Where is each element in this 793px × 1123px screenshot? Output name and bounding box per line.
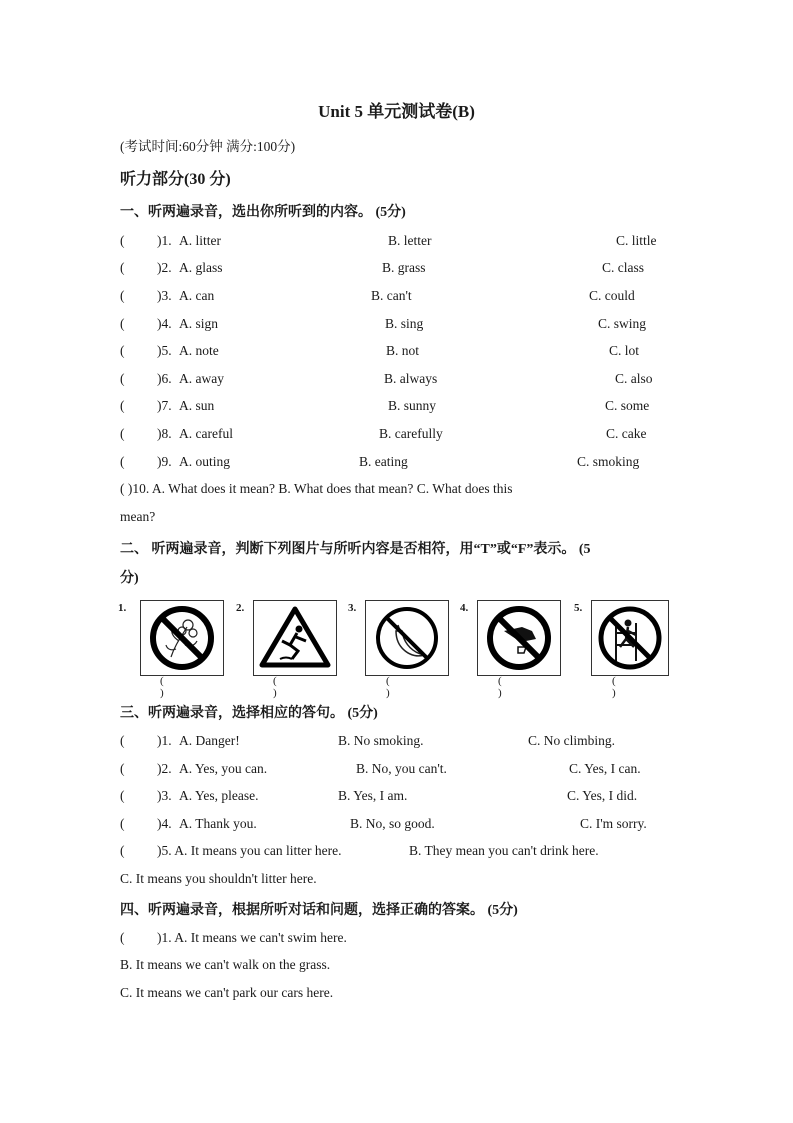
answer-paren-open: ( — [120, 816, 125, 831]
caution-wet-floor-icon — [253, 600, 337, 676]
sign-label: 3. — [348, 602, 357, 614]
no-climbing-icon — [591, 600, 669, 676]
answer-paren-open: ( — [120, 288, 125, 303]
answer-paren-open: ( — [120, 454, 125, 469]
option-c: C. Yes, I can. — [569, 761, 641, 776]
section1-item — [0, 426, 793, 446]
section1-item — [0, 398, 793, 418]
answer-paren: ( ) — [273, 675, 277, 699]
sign-label: 2. — [236, 602, 245, 614]
question-number: )3. — [157, 288, 172, 303]
question-number: )5. — [157, 343, 172, 358]
section3-item — [0, 761, 793, 781]
option-a: A. Danger! — [179, 733, 240, 748]
option-a: A. outing — [179, 454, 231, 469]
option-a: A. Yes, please. — [179, 788, 259, 803]
question-number: )1. — [157, 233, 172, 248]
option-a: A. sun — [179, 398, 215, 413]
answer-paren-open: ( — [120, 233, 125, 248]
answer-paren: ( ) — [612, 675, 616, 699]
section3-item5-b: B. They mean you can't drink here. — [409, 843, 599, 858]
section1-item — [0, 233, 793, 253]
section3-item5 — [0, 843, 793, 863]
option-c: C. cake — [606, 426, 647, 441]
option-a: A. careful — [179, 426, 233, 441]
section1-item — [0, 316, 793, 336]
section1-item — [0, 288, 793, 308]
question-number: )4. — [157, 816, 172, 831]
section2-heading-line2: 分) — [120, 571, 139, 586]
section4-item1 — [0, 930, 793, 950]
option-b: B. No, you can't. — [356, 761, 447, 776]
option-b: B. not — [386, 343, 420, 358]
section4-item1-c: C. It means we can't park our cars here. — [120, 985, 334, 1000]
question-number: )4. — [157, 316, 172, 331]
question-number: )9. — [157, 454, 172, 469]
section3-item — [0, 733, 793, 753]
option-c: C. No climbing. — [528, 733, 615, 748]
option-c: C. lot — [609, 343, 640, 358]
answer-paren-open: ( — [120, 761, 125, 776]
section3-item — [0, 816, 793, 836]
option-a: A. can — [179, 288, 215, 303]
option-c: C. Yes, I did. — [567, 788, 638, 803]
option-c: C. some — [605, 398, 650, 413]
sign-label: 1. — [118, 602, 127, 614]
question-number: )8. — [157, 426, 172, 441]
sign-label: 4. — [460, 602, 469, 614]
option-a: A. away — [179, 371, 224, 386]
option-c: C. I'm sorry. — [580, 816, 647, 831]
section4-item1-a: )1. A. It means we can't swim here. — [157, 930, 347, 945]
question-number: )2. — [157, 761, 172, 776]
option-c: C. also — [615, 371, 653, 386]
section3-heading: 三、听两遍录音，选择相应的答句。 (5分) — [120, 706, 378, 721]
option-a: A. Yes, you can. — [179, 761, 268, 776]
option-b: B. sunny — [388, 398, 437, 413]
answer-paren: ( ) — [160, 675, 164, 699]
section1-heading: 一、听两遍录音，选出你所听到的内容。 (5分) — [120, 205, 406, 220]
option-a: A. Thank you. — [179, 816, 257, 831]
section1-item10-line1: ( )10. A. What does it mean? B. What does that mean? C. What does this — [120, 481, 513, 496]
option-a: A. litter — [179, 233, 221, 248]
option-b: B. letter — [388, 233, 432, 248]
answer-paren-open: ( — [120, 316, 125, 331]
section1-item — [0, 371, 793, 391]
option-b: B. sing — [385, 316, 424, 331]
answer-paren: ( ) — [498, 675, 502, 699]
page-title: Unit 5 单元测试卷(B) — [318, 102, 475, 121]
section1-item10-line2: mean? — [120, 509, 156, 524]
answer-paren: ( ) — [386, 675, 390, 699]
answer-paren-open: ( — [120, 371, 125, 386]
option-a: A. glass — [179, 260, 223, 275]
question-number: )1. — [157, 733, 172, 748]
no-feeding-icon — [477, 600, 561, 676]
section4-item1-b: B. It means we can't walk on the grass. — [120, 957, 331, 972]
no-eating-icon — [365, 600, 449, 676]
option-b: B. grass — [382, 260, 426, 275]
sign-label: 5. — [574, 602, 583, 614]
section3-item5-c: C. It means you shouldn't litter here. — [120, 871, 317, 886]
section1-item — [0, 260, 793, 280]
option-c: C. could — [589, 288, 635, 303]
section2-heading-line1: 二、 听两遍录音，判断下列图片与所听内容是否相符，用“T”或“F”表示。 (5 — [120, 542, 591, 557]
answer-paren-open: ( — [120, 343, 125, 358]
section4-heading: 四、听两遍录音，根据所听对话和问题，选择正确的答案。 (5分) — [120, 903, 518, 918]
part-title: 听力部分(30 分) — [120, 171, 231, 188]
section1-item — [0, 343, 793, 363]
option-b: B. Yes, I am. — [338, 788, 408, 803]
option-a: A. note — [179, 343, 219, 358]
section3-item — [0, 788, 793, 808]
answer-paren-open: ( — [120, 788, 125, 803]
option-b: B. can't — [371, 288, 412, 303]
option-c: C. swing — [598, 316, 647, 331]
no-picking-flowers-icon — [140, 600, 224, 676]
question-number: )3. — [157, 788, 172, 803]
option-a: A. sign — [179, 316, 219, 331]
option-b: B. carefully — [379, 426, 443, 441]
question-number: )6. — [157, 371, 172, 386]
option-b: B. No, so good. — [350, 816, 435, 831]
option-c: C. little — [616, 233, 657, 248]
option-b: B. always — [384, 371, 438, 386]
answer-paren-open: ( — [120, 260, 125, 275]
section3-item5-a: )5. A. It means you can litter here. — [157, 843, 342, 858]
section1-item — [0, 454, 793, 474]
answer-paren-open: ( — [120, 930, 125, 945]
answer-paren-open: ( — [120, 426, 125, 441]
option-c: C. smoking — [577, 454, 640, 469]
answer-paren-open: ( — [120, 843, 125, 858]
sign-pictures — [118, 596, 678, 699]
option-c: C. class — [602, 260, 644, 275]
answer-paren-open: ( — [120, 733, 125, 748]
question-number: )7. — [157, 398, 172, 413]
question-number: )2. — [157, 260, 172, 275]
exam-info: (考试时间:60分钟 满分:100分) — [120, 139, 296, 154]
answer-paren-open: ( — [120, 398, 125, 413]
option-b: B. eating — [359, 454, 408, 469]
option-b: B. No smoking. — [338, 733, 424, 748]
